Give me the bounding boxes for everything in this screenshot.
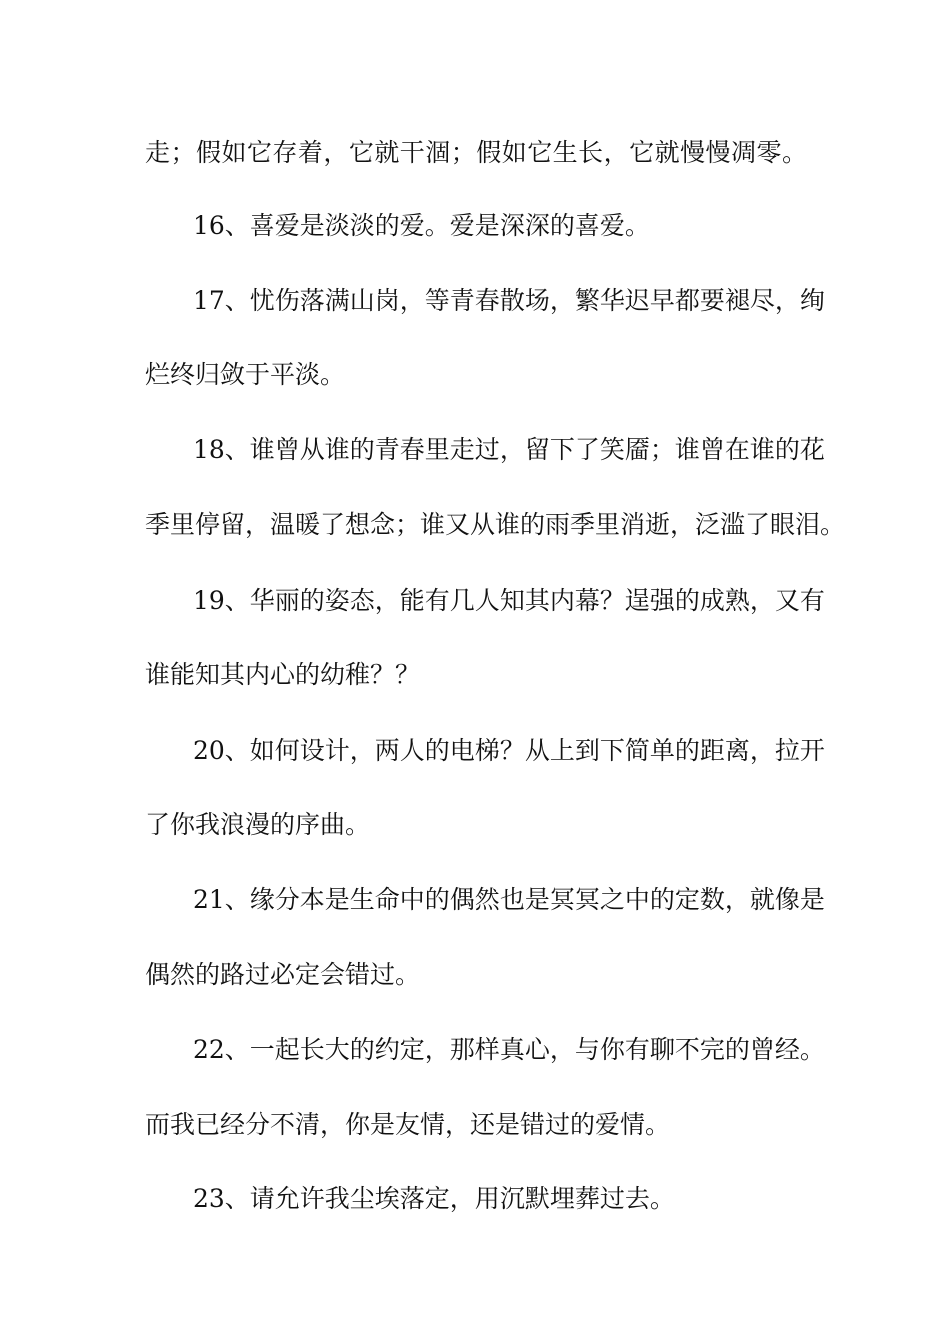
paragraph-line: 19、华丽的姿态，能有几人知其内幕？逞强的成熟，又有	[193, 586, 825, 615]
paragraph-line: 22、一起长大的约定，那样真心，与你有聊不完的曾经。	[193, 1035, 825, 1064]
paragraph-line: 21、缘分本是生命中的偶然也是冥冥之中的定数，就像是	[193, 885, 825, 914]
paragraph-line: 走；假如它存着，它就干涸；假如它生长，它就慢慢凋零。	[145, 138, 807, 167]
paragraph-line: 谁能知其内心的幼稚？？	[145, 660, 421, 689]
paragraph-line: 16、喜爱是淡淡的爱。爱是深深的喜爱。	[193, 211, 650, 240]
paragraph-line: 20、如何设计，两人的电梯？从上到下简单的距离，拉开	[193, 736, 825, 765]
paragraph-line: 18、谁曾从谁的青春里走过，留下了笑靥；谁曾在谁的花	[193, 435, 825, 464]
paragraph-line: 17、忧伤落满山岗，等青春散场，繁华迟早都要褪尽，绚	[193, 286, 825, 315]
paragraph-line: 烂终归敛于平淡。	[145, 360, 346, 389]
paragraph-line: 了你我浪漫的序曲。	[145, 810, 371, 839]
paragraph-line: 偶然的路过必定会错过。	[145, 960, 421, 989]
paragraph-line: 而我已经分不清，你是友情，还是错过的爱情。	[145, 1110, 671, 1139]
paragraph-line: 季里停留，温暖了想念；谁又从谁的雨季里消逝，泛滥了眼泪。	[145, 510, 846, 539]
paragraph-line: 23、请允许我尘埃落定，用沉默埋葬过去。	[193, 1184, 675, 1213]
